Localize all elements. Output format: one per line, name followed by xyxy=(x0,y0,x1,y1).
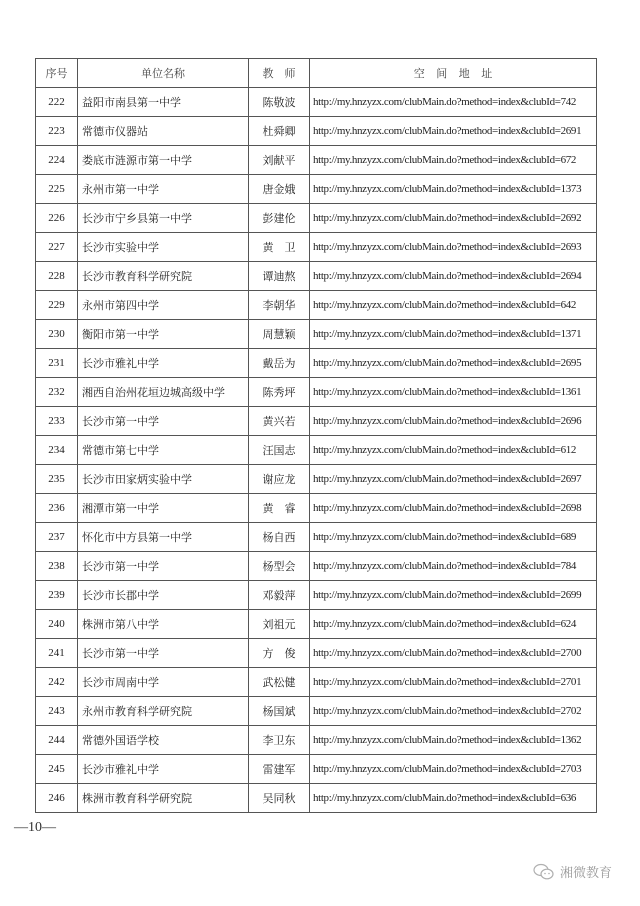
teacher-name: 黄 睿 xyxy=(249,494,310,523)
unit-name: 衡阳市第一中学 xyxy=(78,320,249,349)
row-number: 240 xyxy=(36,610,78,639)
unit-name: 长沙市雅礼中学 xyxy=(78,755,249,784)
table-row xyxy=(36,320,597,349)
unit-name: 常德外国语学校 xyxy=(78,726,249,755)
unit-name: 常德市仪器站 xyxy=(78,117,249,146)
row-number: 244 xyxy=(36,726,78,755)
teacher-name: 杜舜卿 xyxy=(249,117,310,146)
teacher-name: 唐金娥 xyxy=(249,175,310,204)
unit-name: 益阳市南县第一中学 xyxy=(78,88,249,117)
table-row xyxy=(36,523,597,552)
table-row xyxy=(36,233,597,262)
row-number: 235 xyxy=(36,465,78,494)
header-unit: 单位名称 xyxy=(78,59,249,88)
unit-name: 长沙市宁乡县第一中学 xyxy=(78,204,249,233)
unit-name: 湘西自治州花垣边城高级中学 xyxy=(78,378,249,407)
space-address-link[interactable]: http://my.hnzyzx.com/clubMain.do?method=index&clubId=2699 xyxy=(310,581,597,610)
row-number: 222 xyxy=(36,88,78,117)
table-row xyxy=(36,117,597,146)
table-row xyxy=(36,146,597,175)
table-row xyxy=(36,204,597,233)
header-address: 空 间 地 址 xyxy=(310,59,597,88)
table-row xyxy=(36,668,597,697)
row-number: 236 xyxy=(36,494,78,523)
teacher-name: 邓毅萍 xyxy=(249,581,310,610)
table-header-row xyxy=(36,59,597,88)
unit-name: 怀化市中方县第一中学 xyxy=(78,523,249,552)
table-body xyxy=(36,88,597,813)
table-row xyxy=(36,581,597,610)
unit-name: 常德市第七中学 xyxy=(78,436,249,465)
teacher-name: 谢应龙 xyxy=(249,465,310,494)
teacher-name: 陈敬波 xyxy=(249,88,310,117)
space-address-link[interactable]: http://my.hnzyzx.com/clubMain.do?method=index&clubId=1373 xyxy=(310,175,597,204)
teacher-name: 陈秀坪 xyxy=(249,378,310,407)
teacher-name: 杨国斌 xyxy=(249,697,310,726)
teacher-name: 雷建军 xyxy=(249,755,310,784)
space-address-link[interactable]: http://my.hnzyzx.com/clubMain.do?method=index&clubId=2700 xyxy=(310,639,597,668)
row-number: 239 xyxy=(36,581,78,610)
row-number: 229 xyxy=(36,291,78,320)
table-row xyxy=(36,436,597,465)
table-row xyxy=(36,291,597,320)
table-row xyxy=(36,88,597,117)
row-number: 225 xyxy=(36,175,78,204)
unit-name: 株洲市第八中学 xyxy=(78,610,249,639)
space-address-link[interactable]: http://my.hnzyzx.com/clubMain.do?method=index&clubId=2698 xyxy=(310,494,597,523)
table-row xyxy=(36,755,597,784)
unit-name: 长沙市雅礼中学 xyxy=(78,349,249,378)
table-row xyxy=(36,697,597,726)
teacher-name: 杨自西 xyxy=(249,523,310,552)
space-address-link[interactable]: http://my.hnzyzx.com/clubMain.do?method=index&clubId=2703 xyxy=(310,755,597,784)
unit-name: 长沙市长郡中学 xyxy=(78,581,249,610)
table-row xyxy=(36,494,597,523)
row-number: 245 xyxy=(36,755,78,784)
teacher-name: 谭迪熬 xyxy=(249,262,310,291)
table-row xyxy=(36,378,597,407)
space-address-link[interactable]: http://my.hnzyzx.com/clubMain.do?method=index&clubId=636 xyxy=(310,784,597,813)
unit-name: 长沙市实验中学 xyxy=(78,233,249,262)
table-row xyxy=(36,262,597,291)
unit-name: 长沙市第一中学 xyxy=(78,639,249,668)
teacher-name: 李卫东 xyxy=(249,726,310,755)
space-address-link[interactable]: http://my.hnzyzx.com/clubMain.do?method=index&clubId=1362 xyxy=(310,726,597,755)
table-row xyxy=(36,349,597,378)
teacher-name: 杨型会 xyxy=(249,552,310,581)
unit-name: 永州市第四中学 xyxy=(78,291,249,320)
teacher-space-table xyxy=(35,58,597,813)
space-address-link[interactable]: http://my.hnzyzx.com/clubMain.do?method=index&clubId=2692 xyxy=(310,204,597,233)
unit-name: 长沙市田家炳实验中学 xyxy=(78,465,249,494)
unit-name: 娄底市涟源市第一中学 xyxy=(78,146,249,175)
teacher-name: 黄兴若 xyxy=(249,407,310,436)
space-address-link[interactable]: http://my.hnzyzx.com/clubMain.do?method=index&clubId=624 xyxy=(310,610,597,639)
unit-name: 长沙市周南中学 xyxy=(78,668,249,697)
space-address-link[interactable]: http://my.hnzyzx.com/clubMain.do?method=index&clubId=1361 xyxy=(310,378,597,407)
unit-name: 长沙市教育科学研究院 xyxy=(78,262,249,291)
row-number: 238 xyxy=(36,552,78,581)
space-address-link[interactable]: http://my.hnzyzx.com/clubMain.do?method=index&clubId=612 xyxy=(310,436,597,465)
teacher-name: 黄 卫 xyxy=(249,233,310,262)
row-number: 234 xyxy=(36,436,78,465)
space-address-link[interactable]: http://my.hnzyzx.com/clubMain.do?method=index&clubId=689 xyxy=(310,523,597,552)
row-number: 233 xyxy=(36,407,78,436)
page-number: —10— xyxy=(14,820,56,835)
header-no: 序号 xyxy=(36,59,78,88)
row-number: 230 xyxy=(36,320,78,349)
space-address-link[interactable]: http://my.hnzyzx.com/clubMain.do?method=index&clubId=2691 xyxy=(310,117,597,146)
space-address-link[interactable]: http://my.hnzyzx.com/clubMain.do?method=index&clubId=784 xyxy=(310,552,597,581)
table-row xyxy=(36,639,597,668)
teacher-name: 刘献平 xyxy=(249,146,310,175)
table-row xyxy=(36,610,597,639)
row-number: 237 xyxy=(36,523,78,552)
unit-name: 永州市第一中学 xyxy=(78,175,249,204)
space-address-link[interactable]: http://my.hnzyzx.com/clubMain.do?method=index&clubId=672 xyxy=(310,146,597,175)
space-address-link[interactable]: http://my.hnzyzx.com/clubMain.do?method=index&clubId=2695 xyxy=(310,349,597,378)
teacher-name: 吴同秋 xyxy=(249,784,310,813)
teacher-name: 彭建伦 xyxy=(249,204,310,233)
teacher-name: 李朝华 xyxy=(249,291,310,320)
unit-name: 湘潭市第一中学 xyxy=(78,494,249,523)
unit-name: 株洲市教育科学研究院 xyxy=(78,784,249,813)
row-number: 227 xyxy=(36,233,78,262)
row-number: 231 xyxy=(36,349,78,378)
row-number: 232 xyxy=(36,378,78,407)
space-address-link[interactable]: http://my.hnzyzx.com/clubMain.do?method=index&clubId=742 xyxy=(310,88,597,117)
space-address-link[interactable]: http://my.hnzyzx.com/clubMain.do?method=index&clubId=2701 xyxy=(310,668,597,697)
table-row xyxy=(36,552,597,581)
space-address-link[interactable]: http://my.hnzyzx.com/clubMain.do?method=index&clubId=2693 xyxy=(310,233,597,262)
space-address-link[interactable]: http://my.hnzyzx.com/clubMain.do?method=index&clubId=2696 xyxy=(310,407,597,436)
table-row xyxy=(36,407,597,436)
row-number: 224 xyxy=(36,146,78,175)
unit-name: 长沙市第一中学 xyxy=(78,552,249,581)
table-row xyxy=(36,726,597,755)
table-row xyxy=(36,465,597,494)
table-row xyxy=(36,784,597,813)
teacher-name: 武松健 xyxy=(249,668,310,697)
space-address-link[interactable]: http://my.hnzyzx.com/clubMain.do?method=index&clubId=642 xyxy=(310,291,597,320)
row-number: 228 xyxy=(36,262,78,291)
space-address-link[interactable]: http://my.hnzyzx.com/clubMain.do?method=index&clubId=2697 xyxy=(310,465,597,494)
space-address-link[interactable]: http://my.hnzyzx.com/clubMain.do?method=index&clubId=2694 xyxy=(310,262,597,291)
teacher-name: 方 俊 xyxy=(249,639,310,668)
row-number: 226 xyxy=(36,204,78,233)
teacher-name: 汪国志 xyxy=(249,436,310,465)
wechat-icon xyxy=(533,863,555,881)
teacher-name: 刘祖元 xyxy=(249,610,310,639)
header-teacher: 教 师 xyxy=(249,59,310,88)
teacher-name: 周慧颖 xyxy=(249,320,310,349)
teacher-name: 戴岳为 xyxy=(249,349,310,378)
row-number: 246 xyxy=(36,784,78,813)
row-number: 242 xyxy=(36,668,78,697)
space-address-link[interactable]: http://my.hnzyzx.com/clubMain.do?method=index&clubId=1371 xyxy=(310,320,597,349)
watermark xyxy=(533,862,612,881)
row-number: 241 xyxy=(36,639,78,668)
space-address-link[interactable]: http://my.hnzyzx.com/clubMain.do?method=index&clubId=2702 xyxy=(310,697,597,726)
row-number: 223 xyxy=(36,117,78,146)
unit-name: 长沙市第一中学 xyxy=(78,407,249,436)
table-row xyxy=(36,175,597,204)
watermark-label: 湘微教育 xyxy=(560,866,613,881)
unit-name: 永州市教育科学研究院 xyxy=(78,697,249,726)
row-number: 243 xyxy=(36,697,78,726)
